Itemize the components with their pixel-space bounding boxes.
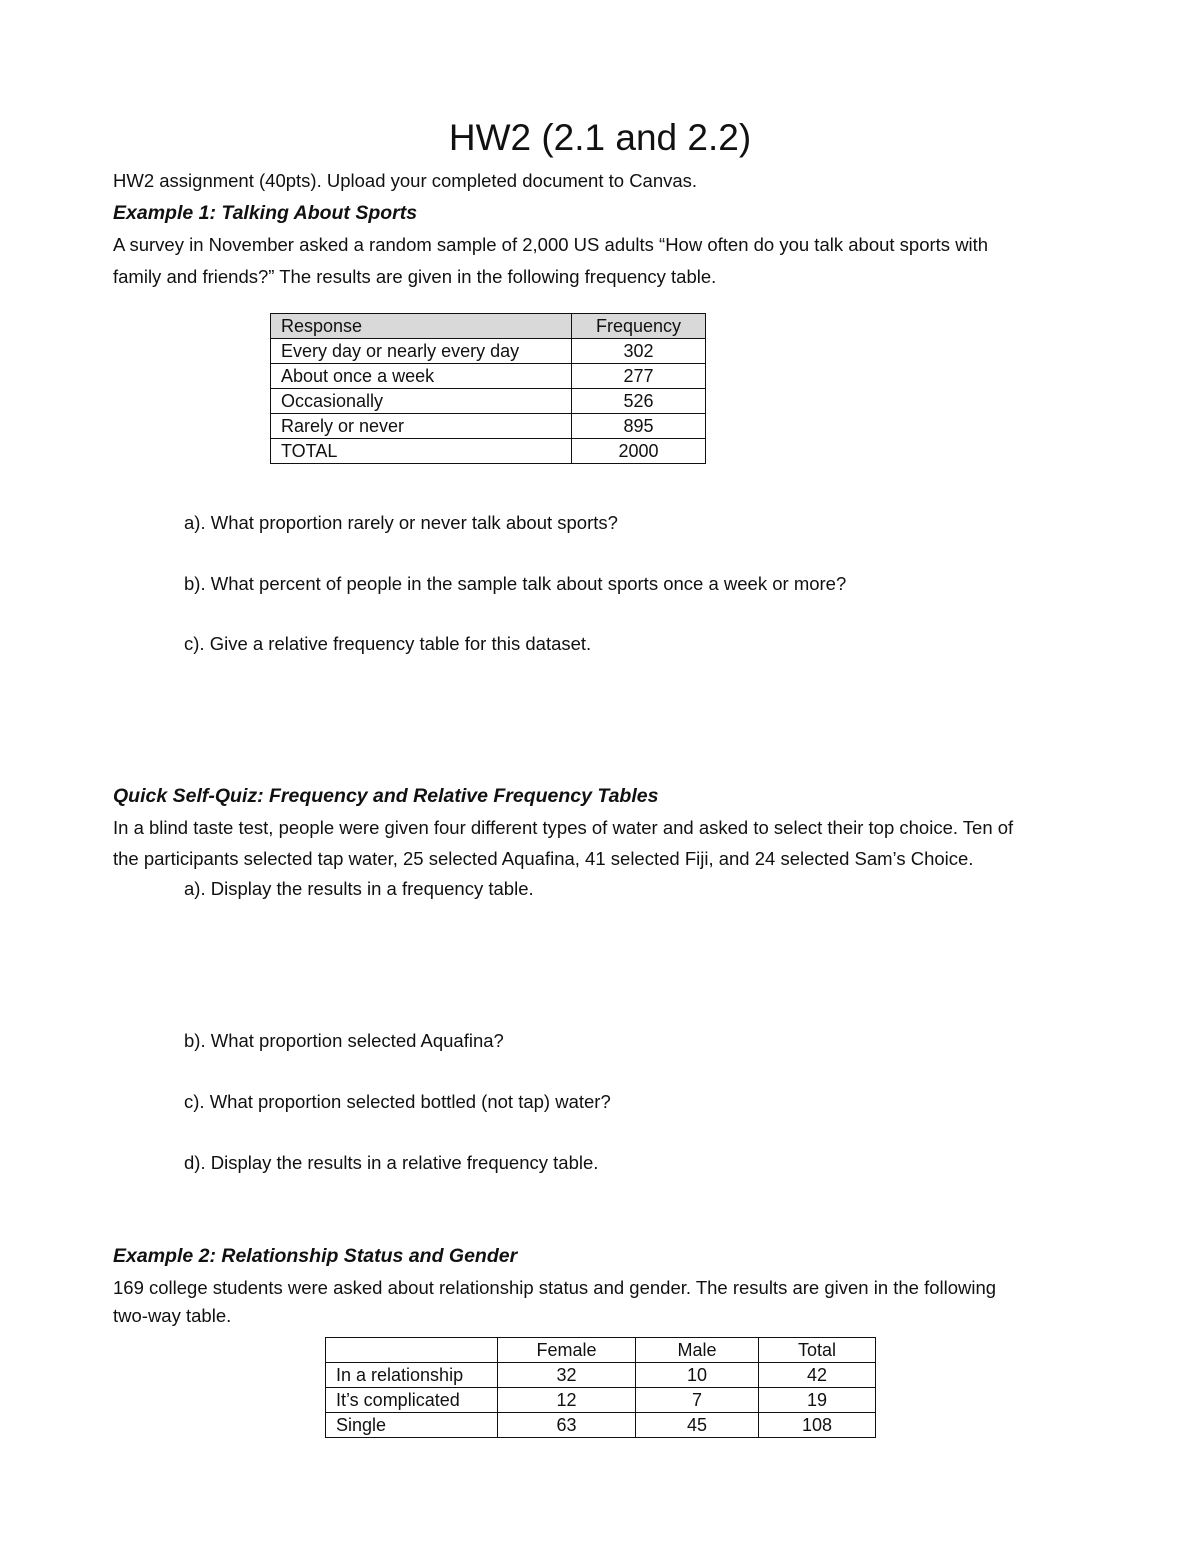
table-cell: 108 [759,1413,876,1438]
table-cell: 32 [498,1363,636,1388]
table-header-row [271,314,706,339]
table-cell: About once a week [271,364,572,389]
sports-frequency-table [270,313,706,464]
table-row [271,389,706,414]
table-cell: 895 [572,414,706,439]
table-row [326,1413,876,1438]
quiz-question-c: c). What proportion selected bottled (not tap) water? [184,1091,611,1112]
table-header-cell [326,1338,498,1363]
table-cell: Rarely or never [271,414,572,439]
table-row [326,1363,876,1388]
quiz-question-d: d). Display the results in a relative frequency table. [184,1152,599,1173]
table-header-cell: Total [759,1338,876,1363]
example2-text-line2: two-way table. [113,1305,232,1326]
table-row [271,364,706,389]
table-cell: Single [326,1413,498,1438]
example1-text-line1: A survey in November asked a random sample of 2,000 US adults “How often do you talk about sports with [113,234,989,255]
example1-question-b: b). What percent of people in the sample talk about sports once a week or more? [184,573,847,594]
table-row [271,439,706,464]
table-header-row [326,1338,876,1363]
table-header-cell: Frequency [572,314,706,339]
example2-text-line1: 169 college students were asked about relationship status and gender. The results are given in the following [113,1277,997,1298]
example1-question-a: a). What proportion rarely or never talk about sports? [184,512,618,533]
table-cell: 19 [759,1388,876,1413]
example1-question-c: c). Give a relative frequency table for this dataset. [184,633,592,654]
table-cell: 526 [572,389,706,414]
example2-heading: Example 2: Relationship Status and Gender [113,1245,518,1267]
relationship-two-way-table [325,1337,876,1438]
table-cell: 7 [636,1388,759,1413]
table-cell: 2000 [572,439,706,464]
table-row [271,339,706,364]
table-cell: In a relationship [326,1363,498,1388]
table-header-cell: Female [498,1338,636,1363]
table-header-cell: Male [636,1338,759,1363]
quiz-question-b: b). What proportion selected Aquafina? [184,1030,504,1051]
table-cell: 277 [572,364,706,389]
quiz-text-line2: the participants selected tap water, 25 selected Aquafina, 41 selected Fiji, and 24 selected Sam’s Choice. [113,848,974,869]
table-cell: It’s complicated [326,1388,498,1413]
quiz-heading: Quick Self-Quiz: Frequency and Relative Frequency Tables [113,785,659,807]
table-cell: 302 [572,339,706,364]
page-title: HW2 (2.1 and 2.2) [448,117,752,158]
quiz-text-line1: In a blind taste test, people were given four different types of water and asked to select their top choice. Ten of [113,817,1014,838]
table-cell: TOTAL [271,439,572,464]
table-row [271,414,706,439]
table-cell: 45 [636,1413,759,1438]
table-cell: 10 [636,1363,759,1388]
table-row [326,1388,876,1413]
table-cell: 12 [498,1388,636,1413]
example1-heading: Example 1: Talking About Sports [113,202,418,224]
quiz-question-a: a). Display the results in a frequency table. [184,878,534,899]
table-cell: 63 [498,1413,636,1438]
table-cell: 42 [759,1363,876,1388]
table-header-cell: Response [271,314,572,339]
intro-text: HW2 assignment (40pts). Upload your completed document to Canvas. [113,170,698,191]
table-cell: Occasionally [271,389,572,414]
table-cell: Every day or nearly every day [271,339,572,364]
example1-text-line2: family and friends?” The results are given in the following frequency table. [113,266,717,287]
